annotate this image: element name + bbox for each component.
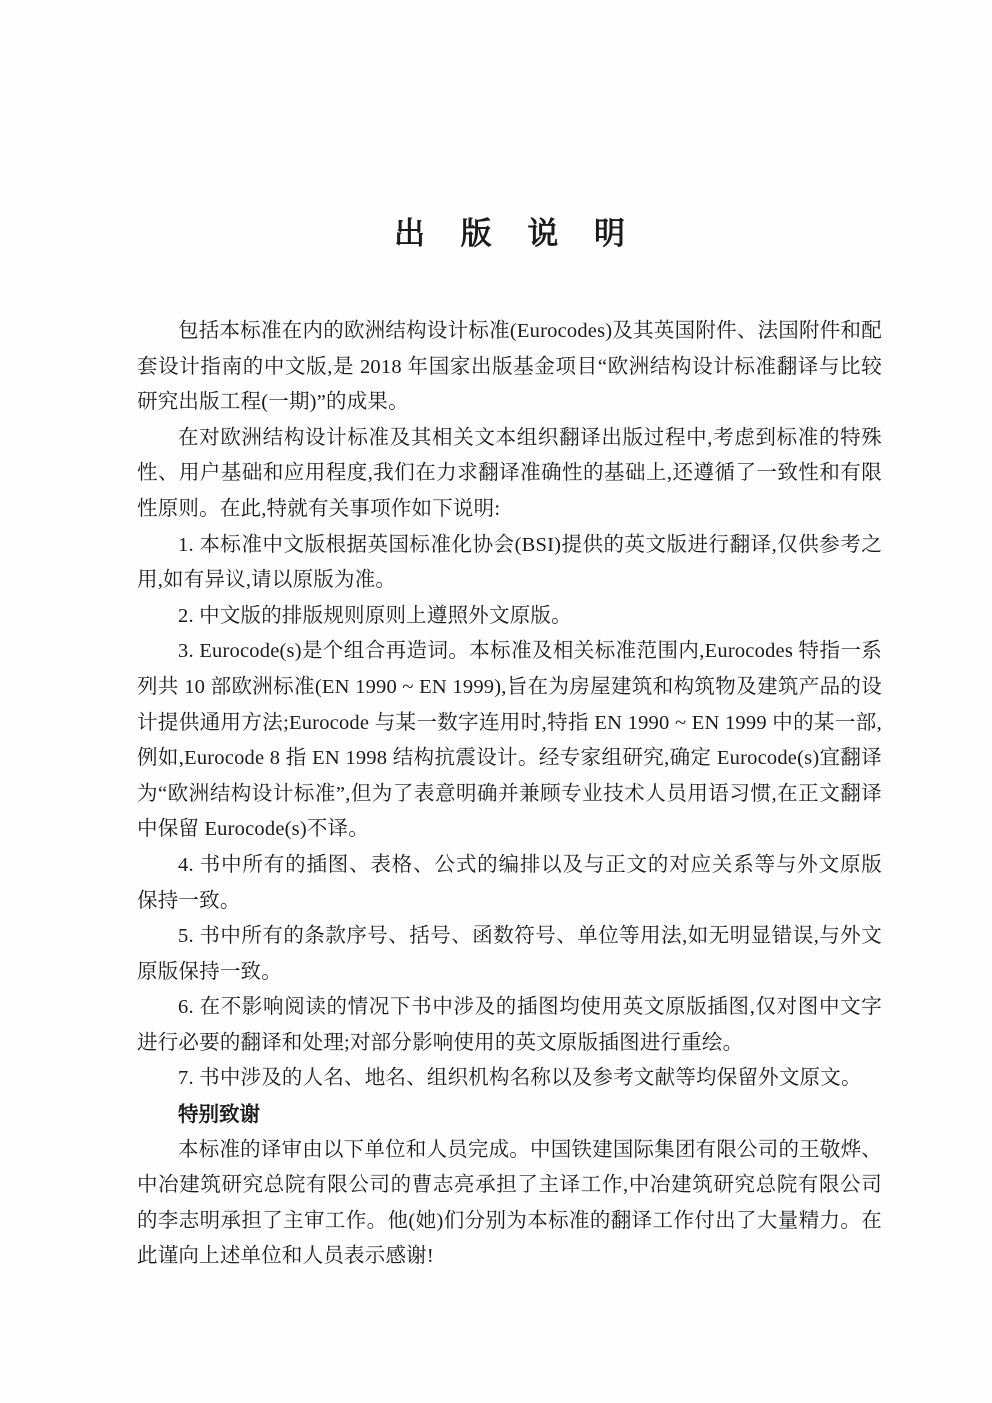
acknowledgement-heading: 特别致谢: [178, 1103, 260, 1127]
preamble-paragraph: 在对欧洲结构设计标准及其相关文本组织翻译出版过程中,考虑到标准的特殊性、用户基础和应用程度,我们在力求翻译准确性的基础上,还遵循了一致性和有限性原则。在此,特就有关事项作如下说明:: [137, 426, 882, 520]
note-item-4: 4. 书中所有的插图、表格、公式的编排以及与正文的对应关系等与外文原版保持一致。: [137, 853, 882, 912]
note-item-3: 3. Eurocode(s)是个组合再造词。本标准及相关标准范围内,Eurocodes 特指一系列共 10 部欧洲标准(EN 1990 ~ EN 1999),旨在为房屋建筑和构筑物及建筑产品的设计提供通用方法;Eurocode 与某一数字连用时,特指 EN 1990 ~ EN 1999 中的某一部,例如,Eurocode 8 指 EN 1998 结构抗震设计。经专家组研究,确定 Eurocode(s)宜翻译为“欧洲结构设计标准”,但为了表意明确并兼顾专业技术人员用语习惯,在正文翻译中保留 Eurocode(s)不译。: [137, 640, 882, 841]
intro-paragraph: 包括本标准在内的欧洲结构设计标准(Eurocodes)及其英国附件、法国附件和配套设计指南的中文版,是 2018 年国家出版基金项目“欧洲结构设计标准翻译与比较研究出版工程(一期)”的成果。: [137, 320, 882, 414]
note-item-5: 5. 书中所有的条款序号、括号、函数符号、单位等用法,如无明显错误,与外文原版保持一致。: [137, 925, 882, 983]
note-item-6: 6. 在不影响阅读的情况下书中涉及的插图均使用英文原版插图,仅对图中文字进行必要的翻译和处理;对部分影响使用的英文原版插图进行重绘。: [137, 996, 882, 1054]
note-item-7: 7. 书中涉及的人名、地名、组织机构名称以及参考文献等均保留外文原文。: [178, 1067, 862, 1090]
publication-note-content: [137, 216, 882, 1275]
note-item-2: 2. 中文版的排版规则原则上遵照外文原版。: [178, 604, 572, 627]
acknowledgement-paragraph: 本标准的译审由以下单位和人员完成。中国铁建国际集团有限公司的王敬烨、中冶建筑研究总院有限公司的曹志亮承担了主译工作,中冶建筑研究总院有限公司的李志明承担了主审工作。他(她)们分别为本标准的翻译工作付出了大量精力。在此谨向上述单位和人员表示感谢!: [137, 1138, 882, 1268]
note-item-1: 1. 本标准中文版根据英国标准化协会(BSI)提供的英文版进行翻译,仅供参考之用,如有异议,请以原版为准。: [137, 533, 882, 592]
page-title: 出版说明: [394, 216, 661, 251]
